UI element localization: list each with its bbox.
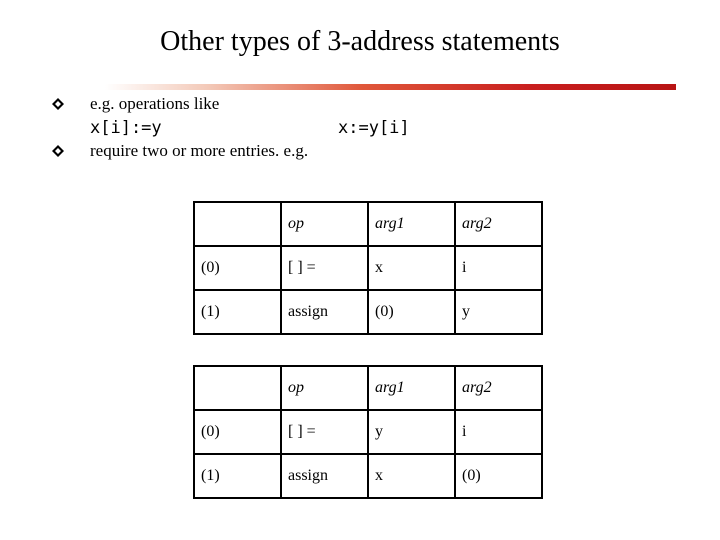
table-cell: (0) — [455, 454, 542, 498]
table-cell: assign — [281, 454, 368, 498]
table-row — [194, 410, 542, 454]
table-cell: i — [455, 410, 542, 454]
table-cell: (0) — [194, 246, 281, 290]
table-row — [194, 246, 542, 290]
table-cell: [ ] = — [281, 246, 368, 290]
table-header-row — [194, 202, 542, 246]
table-row — [194, 454, 542, 498]
quadruple-table-2 — [193, 365, 543, 499]
header-cell: op — [281, 202, 368, 246]
bullet-text-1: e.g. operations like — [90, 94, 220, 113]
table-cell: (1) — [194, 290, 281, 334]
table-cell: x — [368, 454, 455, 498]
table-cell: (1) — [194, 454, 281, 498]
header-cell: arg1 — [368, 202, 455, 246]
diamond-bullet-icon — [52, 145, 64, 157]
table-cell: [ ] = — [281, 410, 368, 454]
code-array-assign: x[i]:=y — [90, 118, 162, 138]
slide-title: Other types of 3-address statements — [160, 26, 560, 57]
table-cell: (0) — [194, 410, 281, 454]
diamond-bullet-icon — [52, 98, 64, 110]
quadruple-table-1 — [193, 201, 543, 335]
table-cell: assign — [281, 290, 368, 334]
header-cell: arg1 — [368, 366, 455, 410]
bullet-text-2: require two or more entries. e.g. — [90, 141, 309, 160]
table-cell: y — [368, 410, 455, 454]
table-cell: (0) — [368, 290, 455, 334]
table-header-row — [194, 366, 542, 410]
header-cell: arg2 — [455, 366, 542, 410]
title-underline-rule — [105, 84, 676, 90]
table-row — [194, 290, 542, 334]
table-cell: x — [368, 246, 455, 290]
table-cell: y — [455, 290, 542, 334]
header-cell — [194, 366, 281, 410]
code-array-read: x:=y[i] — [338, 118, 410, 138]
header-cell — [194, 202, 281, 246]
header-cell: arg2 — [455, 202, 542, 246]
header-cell: op — [281, 366, 368, 410]
table-cell: i — [455, 246, 542, 290]
